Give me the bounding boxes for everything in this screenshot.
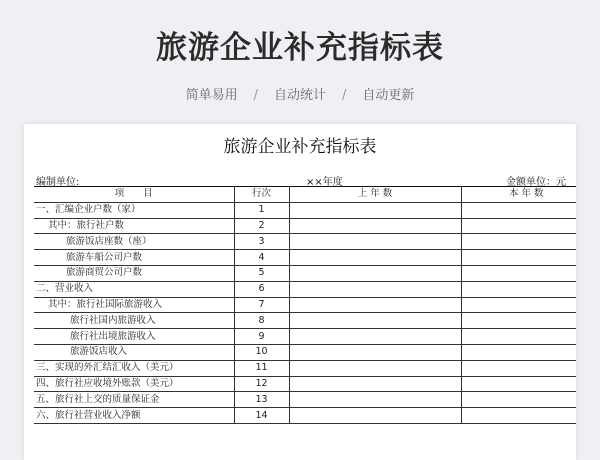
table-row: [34, 329, 576, 345]
row-number: 12: [234, 376, 289, 392]
spreadsheet-preview: [24, 124, 576, 460]
row-number: 5: [234, 265, 289, 281]
header-row-no: 行次: [234, 187, 289, 203]
cell-prev-year[interactable]: [289, 250, 461, 266]
cell-this-year[interactable]: [461, 281, 576, 297]
table-row: [34, 265, 576, 281]
row-number: 14: [234, 408, 289, 424]
cell-this-year[interactable]: [461, 329, 576, 345]
tag-easy: 简单易用: [185, 88, 238, 103]
cell-prev-year[interactable]: [289, 392, 461, 408]
row-item-name: 三、实现的外汇结汇收入（美元）: [34, 360, 234, 376]
tag-auto-stat: 自动统计: [273, 88, 326, 103]
cell-this-year[interactable]: [461, 202, 576, 218]
cell-this-year[interactable]: [461, 313, 576, 329]
table-row: [34, 376, 576, 392]
sheet-title: 旅游企业补充指标表: [223, 137, 377, 157]
row-number: 10: [234, 344, 289, 360]
cell-prev-year[interactable]: [289, 281, 461, 297]
cell-this-year[interactable]: [461, 218, 576, 234]
header-prev-year: 上 年 数: [289, 187, 461, 203]
row-number: 9: [234, 329, 289, 345]
cell-this-year[interactable]: [461, 265, 576, 281]
table-row: [34, 218, 576, 234]
table-row: [34, 281, 576, 297]
cell-prev-year[interactable]: [289, 376, 461, 392]
table-row: [34, 202, 576, 218]
row-item-name: 旅游车船公司户数: [34, 250, 234, 266]
cell-this-year[interactable]: [461, 408, 576, 424]
row-item-name: 其中：旅行社户数: [34, 218, 234, 234]
row-item-name: 六、旅行社营业收入净额: [34, 408, 234, 424]
row-item-name: 旅行社国内旅游收入: [34, 313, 234, 329]
row-number: 3: [234, 234, 289, 250]
cell-prev-year[interactable]: [289, 234, 461, 250]
row-item-name: 四、旅行社应收境外账款（美元）: [34, 376, 234, 392]
cell-prev-year[interactable]: [289, 360, 461, 376]
table-row: [34, 250, 576, 266]
table-row: [34, 344, 576, 360]
table-row: [34, 313, 576, 329]
row-number: 8: [234, 313, 289, 329]
cell-prev-year[interactable]: [289, 297, 461, 313]
table-row: [34, 360, 576, 376]
tag-separator: /: [253, 88, 258, 103]
row-number: 6: [234, 281, 289, 297]
cell-prev-year[interactable]: [289, 202, 461, 218]
fiscal-year-label: ××年度: [306, 177, 343, 188]
cell-this-year[interactable]: [461, 250, 576, 266]
row-number: 4: [234, 250, 289, 266]
cell-prev-year[interactable]: [289, 313, 461, 329]
row-number: 2: [234, 218, 289, 234]
row-number: 13: [234, 392, 289, 408]
table-row: [34, 392, 576, 408]
feature-tags: [0, 84, 600, 103]
cell-this-year[interactable]: [461, 392, 576, 408]
cell-prev-year[interactable]: [289, 329, 461, 345]
table-row: [34, 408, 576, 424]
row-item-name: 旅游饭店收入: [34, 344, 234, 360]
row-number: 1: [234, 202, 289, 218]
cell-prev-year[interactable]: [289, 218, 461, 234]
cell-prev-year[interactable]: [289, 344, 461, 360]
cell-this-year[interactable]: [461, 376, 576, 392]
indicator-table: [34, 186, 576, 424]
row-item-name: 其中：旅行社国际旅游收入: [34, 297, 234, 313]
row-item-name: 旅游饭店座数（座）: [34, 234, 234, 250]
cell-prev-year[interactable]: [289, 265, 461, 281]
table-row: [34, 297, 576, 313]
row-item-name: 旅行社出境旅游收入: [34, 329, 234, 345]
row-item-name: 旅游商贸公司户数: [34, 265, 234, 281]
banner-title: 旅游企业补充指标表: [156, 30, 444, 66]
tag-separator: /: [342, 88, 347, 103]
table-row: [34, 234, 576, 250]
row-item-name: 五、旅行社上交的质量保证金: [34, 392, 234, 408]
row-number: 11: [234, 360, 289, 376]
tag-auto-update: 自动更新: [362, 88, 415, 103]
row-number: 7: [234, 297, 289, 313]
cell-prev-year[interactable]: [289, 408, 461, 424]
header-this-year: 本 年 数: [461, 187, 576, 203]
table-header-row: [34, 187, 576, 203]
cell-this-year[interactable]: [461, 360, 576, 376]
row-item-name: 二、营业收入: [34, 281, 234, 297]
compiling-unit-label: 编制单位:: [36, 177, 80, 188]
row-item-name: 一、汇编企业户数（家）: [34, 202, 234, 218]
currency-unit-label: 金额单位：元: [506, 177, 566, 188]
table-body: [34, 202, 576, 423]
cell-this-year[interactable]: [461, 297, 576, 313]
header-item: 项 目: [34, 187, 234, 203]
cell-this-year[interactable]: [461, 344, 576, 360]
cell-this-year[interactable]: [461, 234, 576, 250]
